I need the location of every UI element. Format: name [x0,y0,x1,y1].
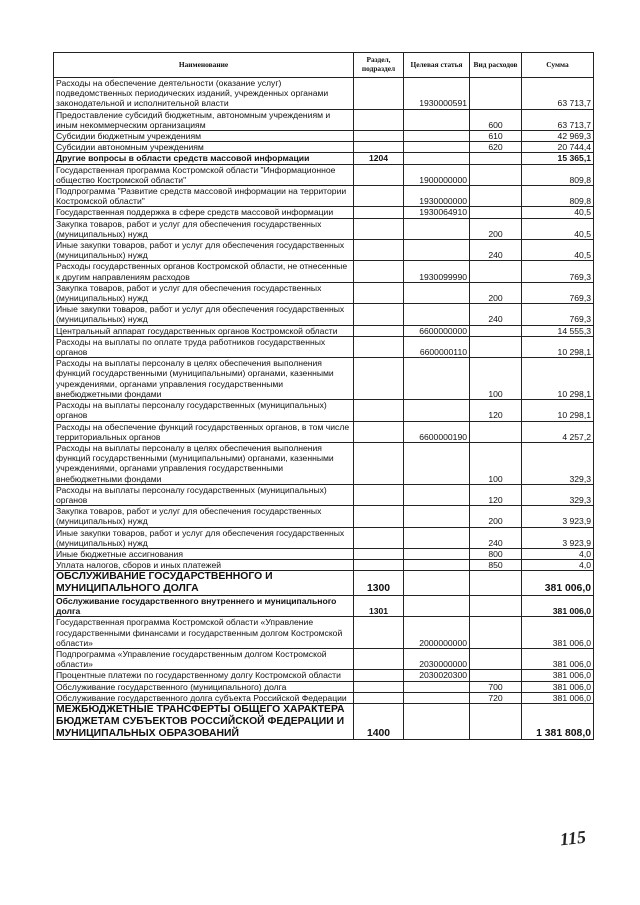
cell-name: Закупка товаров, работ и услуг для обеспечения государственных (муниципальных) нужд [54,506,354,527]
cell-type [470,207,522,218]
cell-target [404,484,470,505]
cell-section [354,207,404,218]
cell-section [354,325,404,336]
cell-sum: 15 365,1 [522,153,594,164]
cell-type: 200 [470,218,522,239]
table-row [54,548,594,559]
cell-name: Субсидии автономным учреждениям [54,142,354,153]
cell-type: 120 [470,484,522,505]
cell-type: 100 [470,358,522,400]
header-section: Раздел, подраздел [354,53,404,78]
cell-section [354,400,404,421]
table-body [54,78,594,740]
cell-name: Расходы на обеспечение функций государственных органов, в том числе территориальных органов [54,421,354,442]
cell-name: Расходы на выплаты персоналу в целях обеспечения выполнения функций государственными (муниципальными) органами, казенными учреждениями, органами управления государственными внебюджетными фондами [54,442,354,484]
table-row [54,261,594,282]
cell-type [470,153,522,164]
cell-sum: 329,3 [522,442,594,484]
page-number: 115 [558,826,587,850]
cell-target [404,548,470,559]
cell-target [404,109,470,130]
cell-sum: 381 006,0 [522,617,594,649]
cell-sum: 381 006,0 [522,681,594,692]
cell-section [354,617,404,649]
cell-name: Иные закупки товаров, работ и услуг для обеспечения государственных (муниципальных) нужд [54,240,354,261]
cell-sum: 4 257,2 [522,421,594,442]
cell-target [404,240,470,261]
cell-sum: 10 298,1 [522,358,594,400]
cell-sum: 14 555,3 [522,325,594,336]
cell-section [354,527,404,548]
cell-target [404,142,470,153]
table-row [54,164,594,185]
cell-type [470,336,522,357]
cell-type [470,261,522,282]
cell-type: 200 [470,282,522,303]
cell-section [354,142,404,153]
cell-sum: 63 713,7 [522,78,594,110]
cell-sum: 10 298,1 [522,336,594,357]
cell-type: 600 [470,109,522,130]
cell-section [354,78,404,110]
table-row [54,681,594,692]
cell-name: Иные бюджетные ассигнования [54,548,354,559]
table-row [54,153,594,164]
cell-section [354,131,404,142]
cell-sum: 809,8 [522,186,594,207]
cell-section [354,218,404,239]
cell-section [354,186,404,207]
cell-type: 700 [470,681,522,692]
cell-section: 1300 [354,571,404,596]
cell-section [354,421,404,442]
table-row [54,400,594,421]
cell-target [404,560,470,571]
cell-name: Обслуживание государственного (муниципального) долга [54,681,354,692]
header-type: Вид расходов [470,53,522,78]
cell-type [470,164,522,185]
cell-sum: 4,0 [522,560,594,571]
cell-name: Расходы на обеспечение деятельности (оказание услуг) подведомственных периодических изданий, учрежденных органами законодательной и исполнительной власти [54,78,354,110]
table-row [54,484,594,505]
cell-name: Иные закупки товаров, работ и услуг для обеспечения государственных (муниципальных) нужд [54,527,354,548]
table-row [54,282,594,303]
budget-sheet [53,52,593,740]
cell-type [470,648,522,669]
table-row [54,527,594,548]
cell-name: Закупка товаров, работ и услуг для обеспечения государственных (муниципальных) нужд [54,218,354,239]
cell-sum: 20 744,4 [522,142,594,153]
cell-section [354,240,404,261]
cell-target: 2030020300 [404,670,470,681]
cell-target: 2000000000 [404,617,470,649]
table-row [54,560,594,571]
table-row [54,109,594,130]
table-row [54,336,594,357]
cell-sum: 769,3 [522,282,594,303]
cell-target: 6600000110 [404,336,470,357]
cell-sum: 40,5 [522,207,594,218]
cell-section [354,358,404,400]
cell-target [404,153,470,164]
cell-sum: 381 006,0 [522,648,594,669]
table-row [54,703,594,739]
cell-target: 1930099990 [404,261,470,282]
cell-sum: 42 969,3 [522,131,594,142]
cell-target: 1930064910 [404,207,470,218]
cell-name: Обслуживание государственного долга субъекта Российской Федерации [54,692,354,703]
cell-target [404,506,470,527]
cell-target [404,571,470,596]
cell-name: Уплата налогов, сборов и иных платежей [54,560,354,571]
cell-target [404,527,470,548]
cell-sum: 63 713,7 [522,109,594,130]
cell-name: Расходы на выплаты персоналу в целях обеспечения выполнения функций государственными (муниципальными) органами, казенными учреждениями, органами управления государственными внебюджетными фондами [54,358,354,400]
cell-name: Иные закупки товаров, работ и услуг для обеспечения государственных (муниципальных) нужд [54,304,354,325]
cell-type [470,703,522,739]
cell-name: Процентные платежи по государственному долгу Костромской области [54,670,354,681]
cell-target: 6600000190 [404,421,470,442]
cell-target: 6600000000 [404,325,470,336]
cell-target: 1900000000 [404,164,470,185]
cell-type: 850 [470,560,522,571]
cell-type: 610 [470,131,522,142]
cell-name: Субсидии бюджетным учреждениям [54,131,354,142]
cell-section [354,442,404,484]
cell-type [470,186,522,207]
header-target: Целевая статья [404,53,470,78]
cell-section [354,560,404,571]
table-row [54,617,594,649]
cell-type [470,78,522,110]
cell-target [404,442,470,484]
cell-type: 800 [470,548,522,559]
cell-section [354,648,404,669]
cell-type [470,617,522,649]
table-row [54,571,594,596]
table-header [54,53,594,78]
cell-sum: 40,5 [522,240,594,261]
cell-type [470,325,522,336]
header-name: Наименование [54,53,354,78]
cell-name: Государственная программа Костромской области "Информационное общество Костромской области" [54,164,354,185]
table-row [54,186,594,207]
cell-type [470,595,522,616]
cell-target [404,131,470,142]
cell-sum: 329,3 [522,484,594,505]
cell-target [404,282,470,303]
cell-sum: 769,3 [522,304,594,325]
cell-type: 120 [470,400,522,421]
cell-target: 2030000000 [404,648,470,669]
cell-section [354,670,404,681]
cell-sum: 40,5 [522,218,594,239]
table-row [54,421,594,442]
cell-sum: 4,0 [522,548,594,559]
cell-target [404,400,470,421]
table-row [54,78,594,110]
table-row [54,218,594,239]
table-row [54,358,594,400]
cell-section [354,304,404,325]
cell-name: Центральный аппарат государственных органов Костромской области [54,325,354,336]
cell-sum: 3 923,9 [522,506,594,527]
budget-table [53,52,594,740]
cell-sum: 381 006,0 [522,670,594,681]
cell-target [404,304,470,325]
cell-name: Другие вопросы в области средств массовой информации [54,153,354,164]
table-row [54,648,594,669]
cell-name: ОБСЛУЖИВАНИЕ ГОСУДАРСТВЕННОГО И МУНИЦИПАЛЬНОГО ДОЛГА [54,571,354,596]
cell-name: Расходы государственных органов Костромской области, не отнесенные к другим направлениям расходов [54,261,354,282]
cell-type [470,421,522,442]
table-row [54,595,594,616]
cell-section [354,282,404,303]
cell-target: 1930000591 [404,78,470,110]
cell-type: 720 [470,692,522,703]
table-row [54,304,594,325]
table-row [54,670,594,681]
cell-sum: 809,8 [522,164,594,185]
cell-name: Расходы на выплаты по оплате труда работников государственных органов [54,336,354,357]
table-row [54,692,594,703]
cell-type [470,670,522,681]
cell-section [354,109,404,130]
header-sum: Сумма [522,53,594,78]
cell-target [404,358,470,400]
cell-section [354,261,404,282]
table-row [54,442,594,484]
cell-target [404,692,470,703]
cell-section [354,692,404,703]
cell-sum: 381 006,0 [522,571,594,596]
cell-name: Закупка товаров, работ и услуг для обеспечения государственных (муниципальных) нужд [54,282,354,303]
cell-section [354,484,404,505]
cell-name: Подпрограмма «Управление государственным долгом Костромской области» [54,648,354,669]
table-row [54,325,594,336]
cell-name: Расходы на выплаты персоналу государственных (муниципальных) органов [54,484,354,505]
cell-name: Подпрограмма "Развитие средств массовой информации на территории Костромской области" [54,186,354,207]
table-row [54,506,594,527]
table-row [54,240,594,261]
cell-section: 1204 [354,153,404,164]
cell-name: Расходы на выплаты персоналу государственных (муниципальных) органов [54,400,354,421]
cell-section: 1301 [354,595,404,616]
cell-type: 100 [470,442,522,484]
cell-name: Предоставление субсидий бюджетным, автономным учреждениям и иным некоммерческим организациям [54,109,354,130]
cell-section: 1400 [354,703,404,739]
table-row [54,131,594,142]
cell-sum: 381 006,0 [522,692,594,703]
cell-section [354,506,404,527]
cell-name: МЕЖБЮДЖЕТНЫЕ ТРАНСФЕРТЫ ОБЩЕГО ХАРАКТЕРА БЮДЖЕТАМ СУБЪЕКТОВ РОССИЙСКОЙ ФЕДЕРАЦИИ И МУНИЦИПАЛЬНЫХ ОБРАЗОВАНИЙ [54,703,354,739]
cell-name: Государственная поддержка в сфере средств массовой информации [54,207,354,218]
table-row [54,207,594,218]
cell-sum: 10 298,1 [522,400,594,421]
cell-sum: 1 381 808,0 [522,703,594,739]
cell-target [404,595,470,616]
cell-section [354,681,404,692]
cell-name: Обслуживание государственного внутреннего и муниципального долга [54,595,354,616]
cell-type: 620 [470,142,522,153]
cell-section [354,336,404,357]
cell-type [470,571,522,596]
cell-target [404,703,470,739]
cell-name: Государственная программа Костромской области «Управление государственными финансами и государственным долгом Костромской области» [54,617,354,649]
cell-sum: 3 923,9 [522,527,594,548]
cell-sum: 769,3 [522,261,594,282]
cell-target [404,681,470,692]
table-row [54,142,594,153]
cell-type: 240 [470,304,522,325]
cell-section [354,548,404,559]
cell-type: 240 [470,240,522,261]
cell-target: 1930000000 [404,186,470,207]
cell-target [404,218,470,239]
cell-sum: 381 006,0 [522,595,594,616]
cell-section [354,164,404,185]
cell-type: 240 [470,527,522,548]
cell-type: 200 [470,506,522,527]
